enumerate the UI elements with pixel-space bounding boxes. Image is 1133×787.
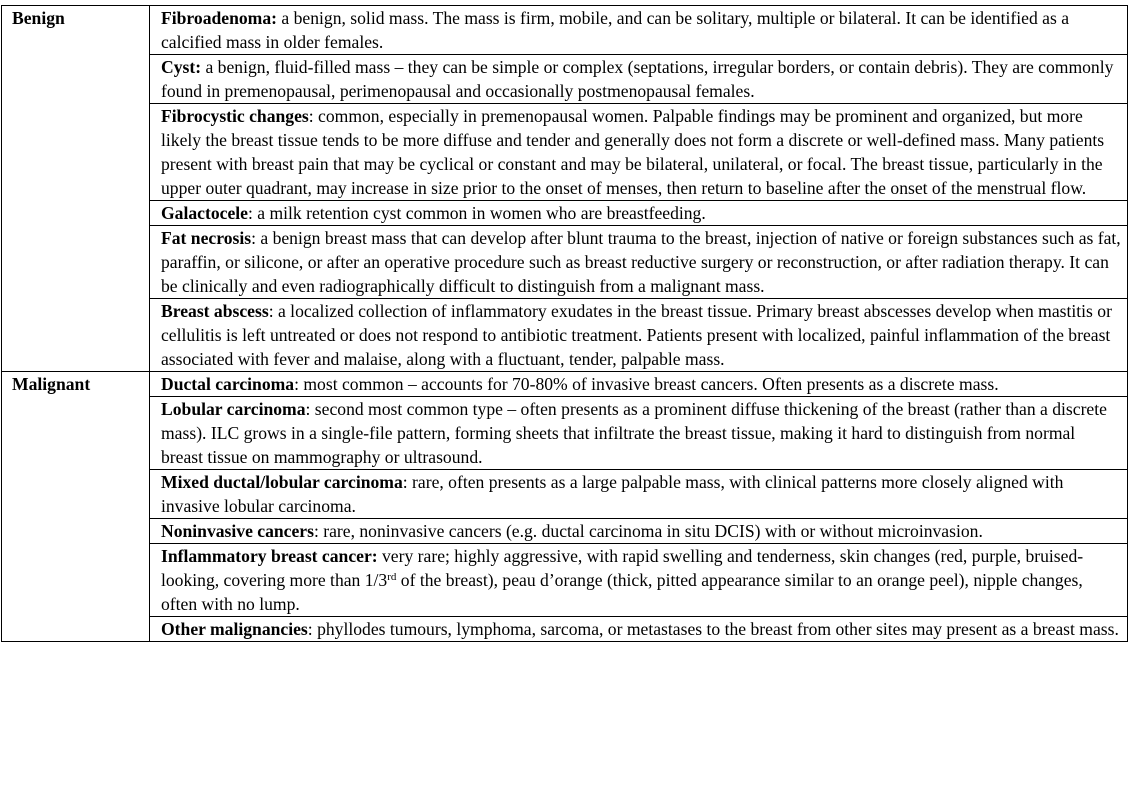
description-cell xyxy=(150,226,1128,299)
term-description: : phyllodes tumours, lymphoma, sarcoma, or metastases to the breast from other sites may present as a breast mass. xyxy=(307,619,1119,639)
term-label: Inflammatory breast cancer: xyxy=(161,546,378,566)
category-cell-benign xyxy=(2,6,150,55)
category-cell-spacer xyxy=(2,397,150,470)
table-row xyxy=(2,299,1128,372)
term-description: a benign, solid mass. The mass is firm, mobile, and can be solitary, multiple or bilateral. It can be identified as a calcified mass in older females. xyxy=(161,8,1070,52)
table-row xyxy=(2,470,1128,519)
category-cell-spacer xyxy=(2,201,150,226)
term-description: : a milk retention cyst common in women who are breastfeeding. xyxy=(247,203,706,223)
term-label: Mixed ductal/lobular carcinoma xyxy=(161,472,403,492)
table-row xyxy=(2,104,1128,201)
term-label: Noninvasive cancers xyxy=(161,521,314,541)
table-row xyxy=(2,6,1128,55)
description-cell xyxy=(150,299,1128,372)
description-cell xyxy=(150,6,1128,55)
table-row xyxy=(2,201,1128,226)
category-cell-spacer xyxy=(2,470,150,519)
table-row xyxy=(2,617,1128,642)
term-description: a benign, fluid-filled mass – they can be simple or complex (septations, irregular borders, or contain debris). They are commonly found in premenopausal, perimenopausal and occasionally postmenopausal females. xyxy=(161,57,1114,101)
term-description: : common, especially in premenopausal women. Palpable findings may be prominent and organized, but more likely the breast tissue tends to be more diffuse and tender and generally does not form a discrete or well-defined mass. Many patients present with breast pain that may be cyclical or constant and may be bilateral, unilateral, or focal. The breast tissue, particularly in the upper outer quadrant, may increase in size prior to the onset of menses, then return to baseline after the onset of the menstrual flow. xyxy=(161,106,1105,198)
table-row xyxy=(2,372,1128,397)
term-label: Fat necrosis xyxy=(161,228,252,248)
breast-mass-table xyxy=(1,5,1128,642)
category-cell-spacer xyxy=(2,55,150,104)
category-label: Benign xyxy=(12,8,65,28)
term-label: Cyst: xyxy=(161,57,202,77)
term-label: Lobular carcinoma xyxy=(161,399,306,419)
table-row xyxy=(2,519,1128,544)
description-cell xyxy=(150,104,1128,201)
term-description: : second most common type – often presents as a prominent diffuse thickening of the breast (rather than a discrete mass). ILC grows in a single-file pattern, forming sheets that infiltrate the breast tissue, making it hard to distinguish from normal breast tissue on mammography or ultrasound. xyxy=(161,399,1107,467)
term-label: Other malignancies xyxy=(161,619,308,639)
category-label: Malignant xyxy=(12,374,91,394)
description-cell xyxy=(150,544,1128,617)
description-cell xyxy=(150,372,1128,397)
table-row xyxy=(2,544,1128,617)
term-description: : most common – accounts for 70-80% of invasive breast cancers. Often presents as a discrete mass. xyxy=(294,374,999,394)
description-cell xyxy=(150,55,1128,104)
term-description: : rare, noninvasive cancers (e.g. ductal carcinoma in situ DCIS) with or without microinvasion. xyxy=(313,521,983,541)
description-cell xyxy=(150,470,1128,519)
description-cell xyxy=(150,201,1128,226)
term-description: : a localized collection of inflammatory exudates in the breast tissue. Primary breast abscesses develop when mastitis or cellulitis is left untreated or does not respond to antibiotic treatment. Patients present with localized, painful inflammation of the breast associated with fever and malaise, along with a fluctuant, tender, palpable mass. xyxy=(161,301,1112,369)
table-row xyxy=(2,55,1128,104)
term-description: : a benign breast mass that can develop after blunt trauma to the breast, injection of native or foreign substances such as fat, paraffin, or silicone, or after an operative procedure such as breast reductive surgery or reconstruction, or after radiation therapy. It can be clinically and even radiographically difficult to distinguish from a malignant mass. xyxy=(161,228,1121,296)
term-label: Breast abscess xyxy=(161,301,269,321)
category-cell-spacer xyxy=(2,299,150,372)
category-cell-spacer xyxy=(2,104,150,201)
category-cell-spacer xyxy=(2,617,150,642)
ordinal-superscript: rd xyxy=(387,571,397,583)
term-label: Galactocele xyxy=(161,203,248,223)
category-cell-malignant xyxy=(2,372,150,397)
category-cell-spacer xyxy=(2,519,150,544)
category-cell-spacer xyxy=(2,226,150,299)
description-cell xyxy=(150,617,1128,642)
table-row xyxy=(2,226,1128,299)
term-description: : rare, often presents as a large palpable mass, with clinical patterns more closely aligned with invasive lobular carcinoma. xyxy=(161,472,1064,516)
term-description-continued: of the breast), peau d’orange (thick, pitted appearance similar to an orange peel), nipple changes, often with no lump. xyxy=(161,570,1083,614)
category-cell-spacer xyxy=(2,544,150,617)
description-cell xyxy=(150,397,1128,470)
term-description: very rare; highly aggressive, with rapid swelling and tenderness, skin changes (red, purple, bruised-looking, covering more than 1/3 xyxy=(161,546,1084,590)
description-cell xyxy=(150,519,1128,544)
term-label: Ductal carcinoma xyxy=(161,374,295,394)
term-label: Fibroadenoma: xyxy=(161,8,277,28)
table-row xyxy=(2,397,1128,470)
term-label: Fibrocystic changes xyxy=(161,106,309,126)
